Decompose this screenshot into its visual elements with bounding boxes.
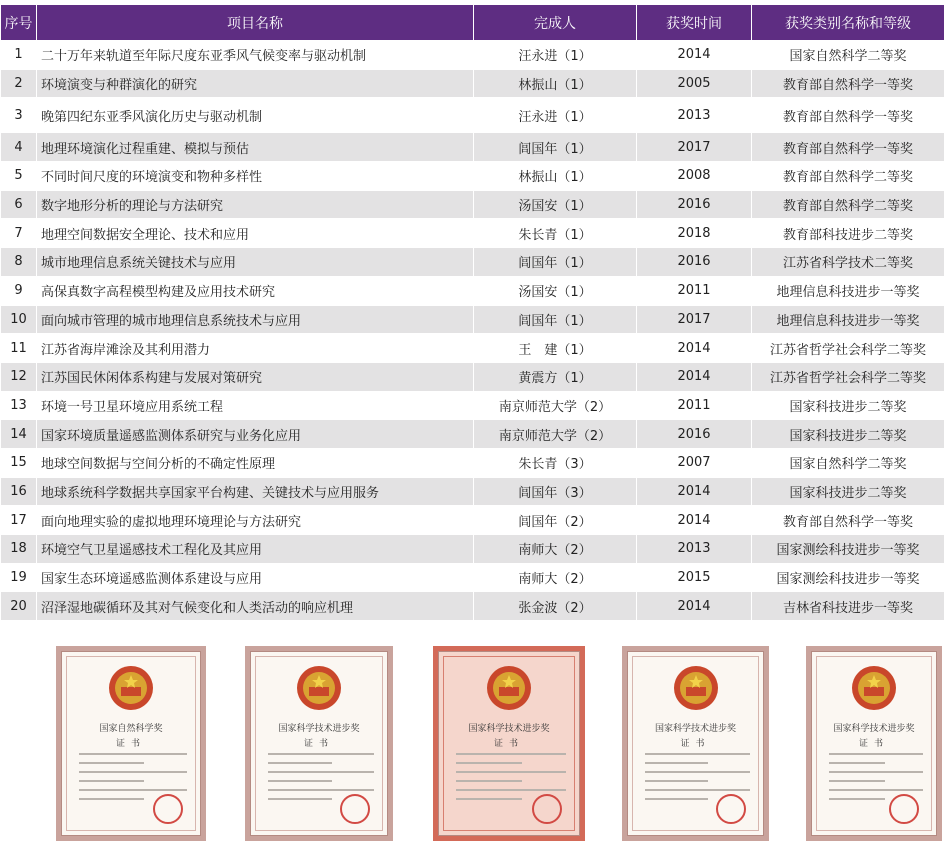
table-row (1, 362, 945, 391)
row-award-year: 2016 (637, 420, 752, 449)
national-emblem-icon (669, 663, 723, 713)
table-row (1, 506, 945, 535)
row-completed-by: 南师大（2） (474, 535, 637, 564)
table-row (1, 592, 945, 621)
table-row (1, 133, 945, 162)
row-award-year: 2005 (637, 69, 752, 98)
table-row (1, 98, 945, 133)
row-index: 15 (1, 448, 37, 477)
row-award-year: 2014 (637, 334, 752, 363)
row-completed-by: 林振山（1） (474, 69, 637, 98)
table-row (1, 477, 945, 506)
table-header-row (1, 5, 945, 41)
row-award-year: 2015 (637, 563, 752, 592)
row-index: 17 (1, 506, 37, 535)
row-project-name: 晚第四纪东亚季风演化历史与驱动机制 (37, 98, 474, 133)
row-completed-by: 林振山（1） (474, 162, 637, 191)
row-award-year: 2014 (637, 477, 752, 506)
table-row (1, 334, 945, 363)
award-certificate-image (622, 646, 769, 841)
row-award-category: 教育部自然科学一等奖 (752, 69, 945, 98)
row-index: 5 (1, 162, 37, 191)
row-award-year: 2014 (637, 506, 752, 535)
row-award-year: 2017 (637, 133, 752, 162)
row-award-category: 教育部自然科学二等奖 (752, 190, 945, 219)
row-project-name: 地理空间数据安全理论、技术和应用 (37, 219, 474, 248)
row-project-name: 环境演变与种群演化的研究 (37, 69, 474, 98)
certificate-title: 国家自然科学奖 (99, 724, 163, 734)
header-award-category: 获奖类别名称和等级 (752, 5, 945, 41)
table-row (1, 563, 945, 592)
row-completed-by: 闾国年（1） (474, 305, 637, 334)
row-award-year: 2016 (637, 190, 752, 219)
row-completed-by: 汪永进（1） (474, 41, 637, 70)
row-project-name: 面向地理实验的虚拟地理环境理论与方法研究 (37, 506, 474, 535)
row-completed-by: 南师大（2） (474, 563, 637, 592)
row-award-year: 2011 (637, 391, 752, 420)
row-completed-by: 汤国安（1） (474, 276, 637, 305)
row-completed-by: 黄震方（1） (474, 362, 637, 391)
row-award-category: 教育部自然科学一等奖 (752, 133, 945, 162)
row-project-name: 数字地形分析的理论与方法研究 (37, 190, 474, 219)
row-project-name: 沼泽湿地碳循环及其对气候变化和人类活动的响应机理 (37, 592, 474, 621)
row-award-category: 国家测绘科技进步一等奖 (752, 535, 945, 564)
seal-stamp-icon (153, 794, 183, 824)
national-emblem-icon (482, 663, 536, 713)
row-project-name: 城市地理信息系统关键技术与应用 (37, 248, 474, 277)
row-award-category: 江苏省科学技术二等奖 (752, 248, 945, 277)
award-certificate-image (806, 646, 942, 841)
row-award-category: 国家科技进步二等奖 (752, 477, 945, 506)
row-index: 18 (1, 535, 37, 564)
row-completed-by: 朱长青（3） (474, 448, 637, 477)
table-row (1, 69, 945, 98)
row-index: 13 (1, 391, 37, 420)
table-row (1, 162, 945, 191)
row-award-category: 地理信息科技进步一等奖 (752, 305, 945, 334)
row-award-category: 吉林省科技进步一等奖 (752, 592, 945, 621)
table-row (1, 448, 945, 477)
seal-stamp-icon (532, 794, 562, 824)
certificate-gallery (0, 644, 950, 843)
row-award-year: 2014 (637, 41, 752, 70)
certificate-subtitle: 证书 (858, 739, 889, 749)
certificate-subtitle: 证书 (493, 739, 524, 749)
row-project-name: 地理环境演化过程重建、模拟与预估 (37, 133, 474, 162)
row-index: 19 (1, 563, 37, 592)
row-completed-by: 汪永进（1） (474, 98, 637, 133)
row-award-category: 国家科技进步二等奖 (752, 391, 945, 420)
row-award-category: 教育部自然科学一等奖 (752, 98, 945, 133)
row-award-year: 2011 (637, 276, 752, 305)
row-index: 4 (1, 133, 37, 162)
award-certificate-image (56, 646, 206, 841)
row-project-name: 环境一号卫星环境应用系统工程 (37, 391, 474, 420)
row-award-category: 国家科技进步二等奖 (752, 420, 945, 449)
certificate-title: 国家科学技术进步奖 (278, 724, 360, 734)
row-completed-by: 王 建（1） (474, 334, 637, 363)
table-row (1, 276, 945, 305)
table-row (1, 190, 945, 219)
seal-stamp-icon (716, 794, 746, 824)
row-award-category: 国家自然科学二等奖 (752, 448, 945, 477)
row-completed-by: 张金波（2） (474, 592, 637, 621)
certificate-subtitle: 证书 (303, 739, 334, 749)
certificate-title: 国家科学技术进步奖 (468, 724, 550, 734)
table-row (1, 248, 945, 277)
row-index: 10 (1, 305, 37, 334)
row-award-year: 2018 (637, 219, 752, 248)
table-row (1, 41, 945, 70)
row-completed-by: 南京师范大学（2） (474, 391, 637, 420)
row-award-year: 2008 (637, 162, 752, 191)
national-emblem-icon (847, 663, 901, 713)
row-award-category: 江苏省哲学社会科学二等奖 (752, 362, 945, 391)
row-project-name: 江苏省海岸滩涂及其利用潜力 (37, 334, 474, 363)
row-completed-by: 汤国安（1） (474, 190, 637, 219)
certificate-title: 国家科学技术进步奖 (833, 724, 915, 734)
row-index: 9 (1, 276, 37, 305)
row-index: 6 (1, 190, 37, 219)
row-project-name: 江苏国民休闲体系构建与发展对策研究 (37, 362, 474, 391)
row-award-year: 2007 (637, 448, 752, 477)
row-award-year: 2013 (637, 98, 752, 133)
row-award-category: 地理信息科技进步一等奖 (752, 276, 945, 305)
row-completed-by: 闾国年（2） (474, 506, 637, 535)
row-completed-by: 南京师范大学（2） (474, 420, 637, 449)
row-award-year: 2013 (637, 535, 752, 564)
row-project-name: 高保真数字高程模型构建及应用技术研究 (37, 276, 474, 305)
row-project-name: 二十万年来轨道至年际尺度东亚季风气候变率与驱动机制 (37, 41, 474, 70)
national-emblem-icon (104, 663, 158, 713)
header-project-name: 项目名称 (37, 5, 474, 41)
row-project-name: 面向城市管理的城市地理信息系统技术与应用 (37, 305, 474, 334)
table-row (1, 391, 945, 420)
table-row (1, 305, 945, 334)
row-award-category: 教育部自然科学一等奖 (752, 506, 945, 535)
row-project-name: 不同时间尺度的环境演变和物种多样性 (37, 162, 474, 191)
row-project-name: 环境空气卫星遥感技术工程化及其应用 (37, 535, 474, 564)
row-completed-by: 朱长青（1） (474, 219, 637, 248)
row-award-year: 2014 (637, 592, 752, 621)
row-index: 11 (1, 334, 37, 363)
row-project-name: 国家环境质量遥感监测体系研究与业务化应用 (37, 420, 474, 449)
national-emblem-icon (292, 663, 346, 713)
row-completed-by: 闾国年（1） (474, 248, 637, 277)
award-certificate-image (433, 646, 585, 841)
row-award-year: 2017 (637, 305, 752, 334)
table-row (1, 219, 945, 248)
row-index: 14 (1, 420, 37, 449)
row-award-year: 2016 (637, 248, 752, 277)
certificate-subtitle: 证书 (680, 739, 711, 749)
row-index: 2 (1, 69, 37, 98)
row-project-name: 国家生态环境遥感监测体系建设与应用 (37, 563, 474, 592)
row-project-name: 地球系统科学数据共享国家平台构建、关键技术与应用服务 (37, 477, 474, 506)
row-award-category: 国家测绘科技进步一等奖 (752, 563, 945, 592)
row-project-name: 地球空间数据与空间分析的不确定性原理 (37, 448, 474, 477)
row-index: 1 (1, 41, 37, 70)
header-completed-by: 完成人 (474, 5, 637, 41)
row-index: 7 (1, 219, 37, 248)
row-award-category: 教育部科技进步二等奖 (752, 219, 945, 248)
awards-table (0, 4, 945, 621)
row-index: 16 (1, 477, 37, 506)
row-award-category: 江苏省哲学社会科学二等奖 (752, 334, 945, 363)
certificate-subtitle: 证书 (115, 739, 146, 749)
seal-stamp-icon (889, 794, 919, 824)
row-index: 8 (1, 248, 37, 277)
row-completed-by: 闾国年（3） (474, 477, 637, 506)
certificate-title: 国家科学技术进步奖 (654, 724, 736, 734)
row-completed-by: 闾国年（1） (474, 133, 637, 162)
row-index: 3 (1, 98, 37, 133)
row-index: 12 (1, 362, 37, 391)
row-award-category: 国家自然科学二等奖 (752, 41, 945, 70)
seal-stamp-icon (340, 794, 370, 824)
header-award-year: 获奖时间 (637, 5, 752, 41)
table-row (1, 535, 945, 564)
header-index: 序号 (1, 5, 37, 41)
award-certificate-image (245, 646, 393, 841)
row-award-year: 2014 (637, 362, 752, 391)
table-row (1, 420, 945, 449)
row-index: 20 (1, 592, 37, 621)
row-award-category: 教育部自然科学二等奖 (752, 162, 945, 191)
